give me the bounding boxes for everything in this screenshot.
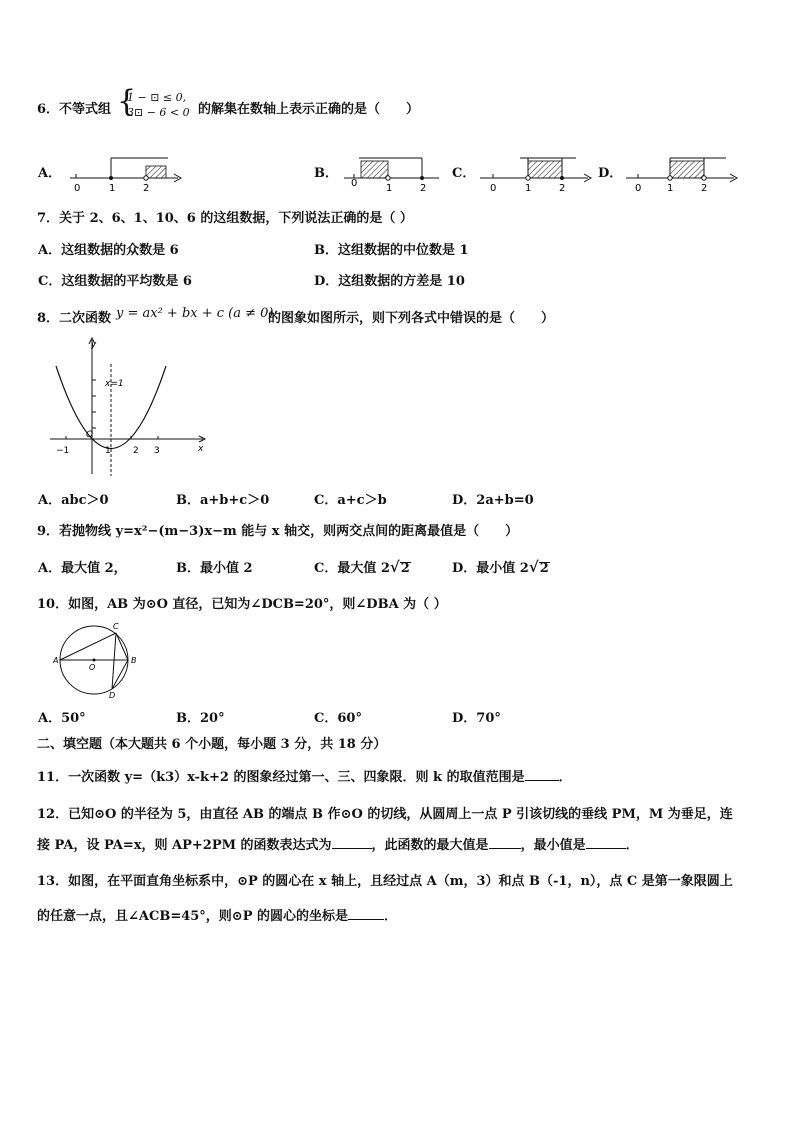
svg-text:2: 2 [420,183,427,194]
q6-number-line-b [344,150,444,195]
q8-formula: y = ax² + bx + c (a ≠ 0) [116,306,274,321]
svg-text:x: x [198,444,204,454]
q7-stem: 7．关于 2、6、1、10、6 的这组数据，下列说法正确的是（ ） [37,211,413,226]
q8-option-b[interactable]: B．a+b+c＞0 [176,493,270,508]
q7-option-a[interactable]: A．这组数据的众数是 6 [38,243,179,258]
svg-text:D: D [109,691,116,700]
q9-option-a[interactable]: A．最大值 2， [38,561,127,576]
q6-option-d-label[interactable]: D． [598,166,623,181]
svg-text:A: A [53,656,59,665]
q11-answer-blank[interactable] [525,768,559,781]
system-brace: { [117,84,137,119]
q12-line1: 12．已知⊙O 的半径为 5，由直径 AB 的端点 B 作⊙O 的切线，从圆周上一点 P 引该切线的垂线 PM，M 为垂足，连 [37,807,733,822]
circle-figure [52,620,142,700]
q7-option-b[interactable]: B．这组数据的中位数是 1 [314,243,469,258]
q10-option-d[interactable]: D．70° [452,711,501,726]
svg-text:1: 1 [667,183,674,194]
svg-text:0: 0 [635,183,642,194]
svg-text:C: C [113,622,119,631]
q6-option-b-label[interactable]: B． [314,166,338,181]
svg-text:1: 1 [386,183,393,194]
q9-stem: 9．若抛物线 y=x²−(m−3)x−m 能与 x 轴交，则两交点间的距离最值是（ ） [37,524,519,539]
q8-option-c[interactable]: C．a+c＞b [314,493,387,508]
q10-stem: 10．如图，AB 为⊙O 直径，已知为∠DCB=20°，则∠DBA 为（ ） [37,597,447,612]
q10-option-b[interactable]: B．20° [176,711,225,726]
svg-text:0: 0 [490,183,497,194]
svg-text:O: O [86,430,94,440]
section-heading: 二、填空题（本大题共 6 个小题，每小题 3 分，共 18 分） [37,737,387,752]
q10-option-c[interactable]: C．60° [314,711,362,726]
svg-text:2: 2 [133,446,139,456]
q6-number-line-a [70,150,185,195]
tick-label: 1 [109,183,116,194]
q13-answer-blank[interactable] [348,907,384,920]
q6-number-line-d [626,150,741,195]
q7-option-c[interactable]: C．这组数据的平均数是 6 [38,274,192,289]
q9-option-d[interactable]: D．最小值 2√2 [452,558,549,576]
q6-prefix: 6．不等式组 [37,102,112,117]
q11-text: 11．一次函数 y=（k3）x-k+2 的图象经过第一、三、四象限．则 k 的取值范围是 ． [37,770,572,785]
svg-text:2: 2 [701,183,708,194]
svg-text:O: O [89,663,96,672]
q6-number-line-c [480,150,595,195]
q6-option-c-label[interactable]: C． [452,166,476,181]
q8-option-a[interactable]: A．abc＞0 [38,493,109,508]
svg-text:1: 1 [525,183,532,194]
q6-ineq-1: 1 − ⊡ ≤ 0, [127,91,187,104]
q13-line1: 13．如图，在平面直角坐标系中，⊙P 的圆心在 x 轴上，且经过点 A（m，3）和点 B（-1，n），点 C 是第一象限圆上 [37,874,733,889]
q9-option-b[interactable]: B．最小值 2 [176,561,253,576]
q6-ineq-2: 3⊡ − 6 < 0 [127,106,190,119]
q8-option-d[interactable]: D．2a+b=0 [452,493,534,508]
q13-line2: 的任意一点，且∠ACB=45°，则⊙P 的圆心的坐标是 ． [37,909,398,924]
q12-blank-expression[interactable] [332,836,372,849]
q12-line2: 接 PA，设 PA=x，则 AP+2PM 的函数表达式为 ，此函数的最大值是 ，最小值是 ． [37,838,639,853]
q8-suffix: 的图象如图所示，则下列各式中错误的是（ ） [268,311,555,326]
q12-blank-max[interactable] [489,836,521,849]
parabola-graph [48,336,213,481]
tick-label: 2 [143,183,150,194]
q7-option-d[interactable]: D．这组数据的方差是 10 [314,274,465,289]
q6-option-a-label[interactable]: A． [38,166,62,181]
svg-text:−1: −1 [56,446,70,456]
q12-blank-min[interactable] [586,836,626,849]
svg-text:x=1: x=1 [105,379,124,389]
svg-text:y: y [91,340,97,350]
q9-option-c[interactable]: C．最大值 2√2 [314,558,410,576]
svg-text:0: 0 [351,178,358,189]
q8-prefix: 8．二次函数 [37,311,112,326]
svg-text:2: 2 [559,183,566,194]
svg-text:1: 1 [105,446,111,456]
svg-text:B: B [131,656,137,665]
svg-text:3: 3 [154,446,160,456]
tick-label: 0 [74,183,81,194]
q10-option-a[interactable]: A．50° [38,711,86,726]
q6-suffix: 的解集在数轴上表示正确的是（ ） [198,102,420,117]
